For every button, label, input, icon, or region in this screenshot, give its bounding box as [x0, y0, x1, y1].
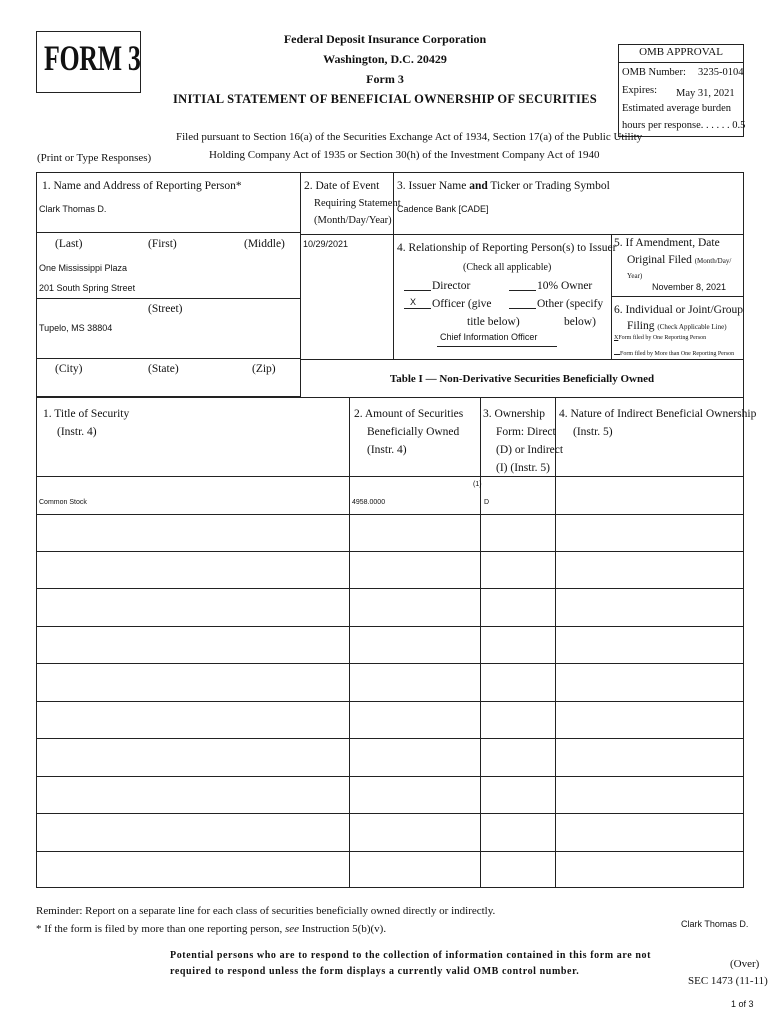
omb-burden-line1: Estimated average burden [622, 103, 732, 114]
omb-expires-label: Expires: [622, 85, 657, 96]
box5-label2: Original Filed (Month/Day/ [627, 254, 732, 266]
other-checkbox[interactable] [509, 299, 536, 309]
officer-checkbox[interactable] [404, 299, 431, 309]
row1-security[interactable]: Common Stock [39, 499, 87, 506]
amendment-date-value[interactable]: November 8, 2021 [652, 282, 727, 292]
col1-header-l2: (Instr. 4) [57, 426, 97, 438]
filed-pursuant-line2: Holding Company Act of 1935 or Section 30(h) of the Investment Company Act of 1940 [209, 149, 600, 161]
omb-number-label: OMB Number: [622, 67, 686, 78]
filing-option-one[interactable]: XForm filed by One Reporting Person [614, 335, 707, 341]
row1-ownership-form[interactable]: D [484, 499, 490, 506]
city-state-zip[interactable]: Tupelo, MS 38804 [39, 323, 113, 333]
officer-label: Officer (give [432, 298, 492, 310]
other-label-line2: below) [564, 316, 596, 328]
box6-label1: 6. Individual or Joint/Group [614, 304, 744, 316]
col3-header-l3: (D) or Indirect [496, 444, 564, 456]
zip-label: (Zip) [252, 363, 276, 375]
last-label: (Last) [55, 238, 83, 250]
box2-label1: 2. Date of Event [304, 180, 380, 192]
street-label: (Street) [148, 303, 183, 315]
box4-check-all: (Check all applicable) [463, 262, 552, 273]
filed-pursuant-line1: Filed pursuant to Section 16(a) of the Securities Exchange Act of 1934, Section 17(a) of the Public Utility [176, 131, 643, 143]
sec-form-number: SEC 1473 (11-11) [688, 975, 768, 987]
form-title: INITIAL STATEMENT OF BENEFICIAL OWNERSHIP OF SECURITIES [172, 92, 597, 106]
filing-option-more[interactable]: Form filed by More than One Reporting Person [614, 348, 734, 359]
director-checkbox[interactable] [404, 281, 431, 291]
other-label: Other (specify [537, 298, 604, 310]
reminder-text: Reminder: Report on a separate line for each class of securities beneficially owned directly or indirectly. [36, 905, 496, 917]
form-name: Form 3 [366, 72, 404, 86]
address-line1[interactable]: One Mississippi Plaza [39, 263, 128, 273]
box1-label: 1. Name and Address of Reporting Person* [42, 180, 242, 192]
row1-amount[interactable]: 4958.0000 [352, 499, 386, 506]
over-label: (Over) [730, 958, 760, 970]
director-label: Director [432, 280, 471, 292]
state-label: (State) [148, 363, 179, 375]
potential-persons-line1: Potential persons who are to respond to the collection of information contained in this form are not [170, 950, 652, 961]
ten-percent-owner-label: 10% Owner [537, 280, 593, 292]
first-label: (First) [148, 238, 177, 250]
col4-header-l1: 4. Nature of Indirect Beneficial Ownership [559, 408, 757, 420]
form-label: FORM 3 [44, 38, 141, 78]
table1 [36, 397, 744, 888]
col1-header-l1: 1. Title of Security [43, 408, 130, 420]
date-of-event-value[interactable]: 10/29/2021 [303, 239, 349, 249]
reporting-person-name[interactable]: Clark Thomas D. [39, 204, 107, 214]
ten-percent-owner-checkbox[interactable] [509, 281, 536, 291]
signature-name: Clark Thomas D. [681, 919, 749, 929]
col3-header-l1: 3. Ownership [483, 408, 545, 420]
omb-burden-line2: hours per response. . . . . . 0.5 [622, 120, 746, 131]
middle-label: (Middle) [244, 238, 285, 250]
agency-name: Federal Deposit Insurance Corporation [283, 32, 487, 46]
box5-label3: Year) [627, 272, 643, 280]
col3-header-l4: (I) (Instr. 5) [496, 462, 550, 474]
page-number: 1 of 3 [731, 999, 754, 1009]
issuer-name-value[interactable]: Cadence Bank [CADE] [397, 204, 489, 214]
row1-footnote: (1) [473, 481, 482, 488]
col2-header-l3: (Instr. 4) [367, 444, 407, 456]
col4-header-l2: (Instr. 5) [573, 426, 613, 438]
officer-title-value[interactable]: Chief Information Officer [440, 332, 538, 342]
col3-header-l2: Form: Direct [496, 426, 556, 438]
box2-label2: Requiring Statement [314, 198, 401, 209]
col2-header-l2: Beneficially Owned [367, 426, 460, 438]
omb-number-value: 3235-0104 [698, 67, 744, 78]
officer-checkbox-mark: X [410, 297, 417, 307]
city-label: (City) [55, 363, 83, 375]
box4-label: 4. Relationship of Reporting Person(s) to Issuer [397, 242, 617, 254]
officer-label-line2: title below) [467, 316, 520, 328]
omb-expires-value: May 31, 2021 [676, 88, 735, 99]
box3-label: 3. Issuer Name and Ticker or Trading Symbol [397, 180, 610, 192]
box6-label2: Filing (Check Applicable Line) [627, 320, 727, 332]
address-line2[interactable]: 201 South Spring Street [39, 283, 136, 293]
col2-header-l1: 2. Amount of Securities [354, 408, 464, 420]
box5-label1: 5. If Amendment, Date [614, 237, 720, 249]
potential-persons-line2: required to respond unless the form displays a currently valid OMB control number. [170, 966, 580, 977]
agency-address: Washington, D.C. 20429 [323, 52, 447, 66]
omb-heading: OMB APPROVAL [639, 46, 723, 58]
print-note: (Print or Type Responses) [37, 152, 152, 164]
multiple-persons-note: * If the form is filed by more than one reporting person, see Instruction 5(b)(v). [36, 923, 387, 935]
box2-label3: (Month/Day/Year) [314, 215, 392, 226]
table1-title: Table I — Non-Derivative Securities Beneficially Owned [389, 373, 655, 385]
